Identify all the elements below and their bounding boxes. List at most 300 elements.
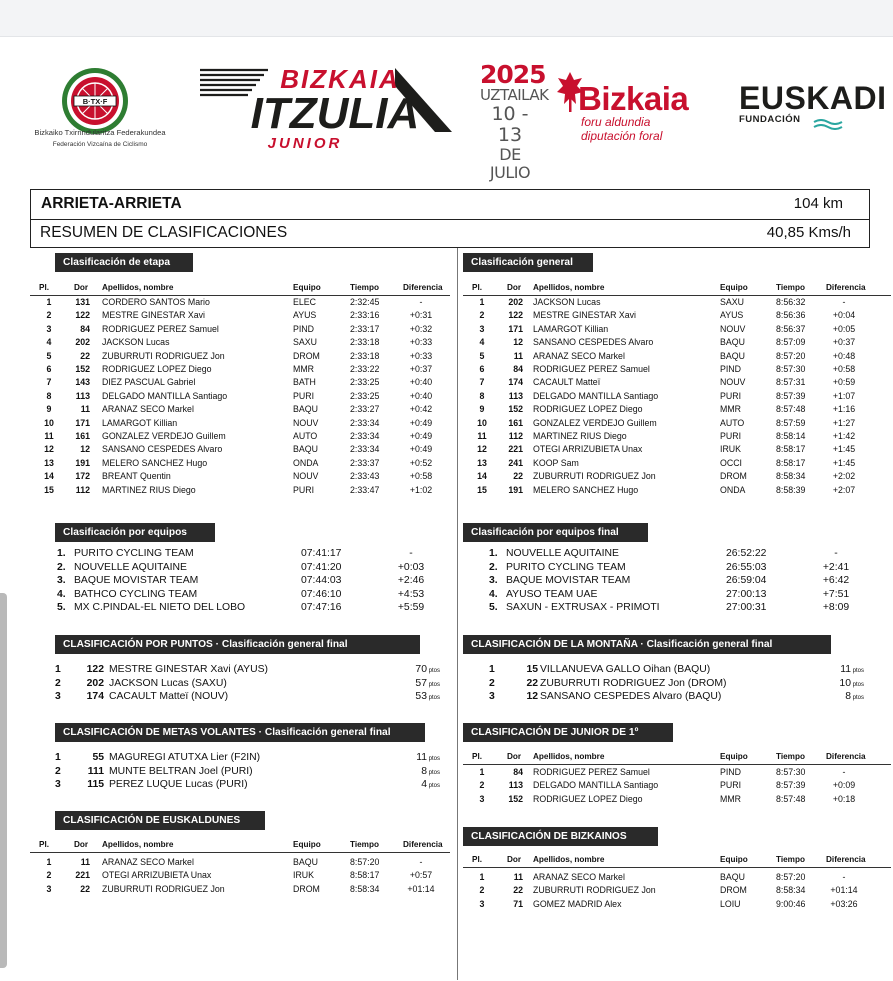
row-points: [804, 690, 864, 706]
event-year: 2025: [480, 60, 546, 89]
points-unit: ptos: [426, 695, 440, 702]
team-name: NOUVELLE AQUITAINE: [506, 548, 619, 559]
header-divider: [463, 867, 891, 868]
row-team: AUTO: [720, 417, 745, 428]
row-position: 4: [46, 337, 52, 348]
row-bib: 11: [80, 857, 90, 867]
row-bib: 174: [508, 377, 523, 388]
row-bib: 113: [508, 780, 523, 791]
row-diff: +0:05: [832, 323, 856, 334]
team-time: 07:44:03: [301, 575, 342, 587]
row-rider-name: ZUBURRUTI RODRIGUEZ Jon: [533, 471, 656, 482]
row-bib: 241: [508, 457, 523, 468]
section-title: CLASIFICACIÓN DE EUSKALDUNES: [55, 811, 265, 830]
row-rider-name: ZUBURRUTI RODRIGUEZ Jon: [102, 883, 225, 894]
row-bib: 12: [80, 444, 90, 455]
row-diff: +01:14: [407, 883, 435, 894]
row-team: NOUV: [720, 377, 746, 388]
row-position: 1: [46, 857, 52, 867]
row-team: PURI: [293, 390, 315, 401]
points-value: 57: [415, 677, 427, 689]
summary-title: RESUMEN DE CLASIFICACIONES: [40, 224, 288, 241]
event-dates: [480, 60, 549, 182]
row-rider-name: RODRIGUEZ LOPEZ Diego: [102, 364, 212, 374]
row-position: 2: [479, 885, 485, 896]
row-position: 15: [44, 484, 54, 495]
team-name: BAQUE MOVISTAR TEAM: [506, 575, 631, 587]
row-bib: 191: [75, 457, 90, 468]
team-name: AYUSO TEAM UAE: [506, 588, 598, 600]
row-rider-team: ZUBURRUTI RODRIGUEZ Jon (DROM): [540, 677, 727, 689]
team-name: NOUVELLE AQUITAINE: [74, 561, 187, 573]
team-diff: -: [834, 548, 838, 559]
row-position: 11: [477, 431, 487, 441]
row-bib: 143: [75, 377, 90, 388]
row-time: 8:57:59: [776, 417, 806, 428]
row-bib: 11: [513, 872, 523, 882]
row-bib: 202: [508, 297, 523, 307]
row-diff: +0:40: [409, 390, 433, 401]
row-diff: +1:16: [832, 404, 856, 415]
column-header-dor: Dor: [74, 283, 89, 292]
average-speed: 40,85 Kms/h: [766, 224, 851, 241]
team-position: 1.: [57, 548, 66, 559]
row-rider-name: MELERO SANCHEZ Hugo: [533, 484, 639, 495]
row-position: 3: [479, 793, 485, 804]
row-rider-name: ZUBURRUTI RODRIGUEZ Jon: [102, 350, 225, 361]
row-bib: 122: [508, 310, 523, 321]
team-diff: +2:41: [822, 561, 850, 573]
column-header-name: Apellidos, nombre: [533, 283, 605, 292]
row-diff: +1:02: [409, 484, 433, 495]
row-time: 8:58:34: [776, 885, 806, 896]
row-rider-name: GONZALEZ VERDEJO Guillem: [533, 417, 657, 428]
row-diff: +0:31: [409, 310, 433, 321]
row-rider-name: SANSANO CESPEDES Alvaro: [102, 444, 223, 455]
row-rider-name: BREANT Quentin: [102, 471, 171, 482]
bizkaia-sub-es: diputación foral: [581, 129, 663, 143]
column-header-team: Equipo: [720, 855, 748, 864]
row-team: PURI: [720, 431, 742, 441]
row-position: 10: [477, 417, 487, 428]
row-points: [380, 778, 440, 794]
row-diff: -: [419, 297, 423, 307]
bizkaia-logo-word: Bizkaia: [578, 80, 689, 117]
points-unit: ptos: [426, 681, 440, 688]
row-team: PURI: [720, 780, 742, 791]
row-rider-name: RODRIGUEZ LOPEZ Diego: [533, 793, 643, 804]
row-diff: +1:27: [832, 417, 856, 428]
team-time: 07:41:17: [301, 548, 342, 559]
row-rider-name: RODRIGUEZ PEREZ Samuel: [533, 364, 650, 374]
row-points: [380, 690, 440, 706]
row-rider-name: OTEGI ARRIZUBIETA Unax: [533, 444, 643, 455]
row-rider-name: ARANAZ SECO Markel: [533, 872, 625, 882]
row-bib: 202: [75, 337, 90, 348]
row-position: 3: [489, 691, 495, 703]
column-header-team: Equipo: [293, 283, 321, 292]
section-title: CLASIFICACIÓN DE JUNIOR DE 1º: [463, 723, 673, 742]
section-title: CLASIFICACIÓN DE METAS VOLANTES · Clasificación general final: [55, 723, 425, 742]
row-position: 4: [479, 337, 485, 348]
team-position: 5.: [57, 602, 66, 614]
row-position: 9: [46, 404, 52, 415]
row-bib: 22: [80, 883, 90, 894]
row-position: 8: [479, 390, 485, 401]
column-header-team: Equipo: [720, 752, 748, 761]
row-bib: 171: [508, 323, 523, 334]
team-name: SAXUN - EXTRUSAX - PRIMOTI: [506, 602, 660, 614]
team-time: 27:00:31: [726, 602, 767, 614]
points-unit: ptos: [426, 668, 440, 674]
row-diff: +0:49: [409, 431, 433, 441]
row-rider-name: GOMEZ MADRID Alex: [533, 898, 622, 909]
browser-top-bar: [0, 0, 893, 37]
column-header-diff: Diferencia: [403, 840, 443, 849]
row-bib: 22: [513, 471, 523, 482]
column-header-name: Apellidos, nombre: [102, 840, 174, 849]
row-bib: 122: [75, 310, 90, 321]
column-header-name: Apellidos, nombre: [102, 283, 174, 292]
row-team: DROM: [720, 471, 747, 482]
row-time: 2:33:34: [350, 431, 380, 441]
row-team: DROM: [720, 885, 747, 896]
row-rider-name: RODRIGUEZ PEREZ Samuel: [102, 323, 219, 334]
row-time: 8:58:17: [776, 457, 806, 468]
section-title: CLASIFICACIÓN DE LA MONTAÑA · Clasificación general final: [463, 635, 831, 654]
row-position: 2: [46, 310, 52, 321]
column-header-pl: Pl.: [472, 752, 483, 761]
row-position: 12: [44, 444, 54, 455]
row-position: 8: [46, 390, 52, 401]
row-diff: +0:58: [409, 471, 433, 482]
row-team: DROM: [293, 883, 320, 894]
row-time: 2:33:17: [350, 323, 380, 334]
row-team: ONDA: [293, 457, 319, 468]
btxf-caption-es: Federación Vizcaína de Ciclismo: [52, 141, 148, 148]
row-time: 2:33:16: [350, 310, 380, 321]
row-team: LOIU: [720, 898, 741, 909]
row-team: SAXU: [293, 337, 317, 348]
points-value: 11: [840, 664, 851, 675]
row-rider-team: CACAULT Matteï (NOUV): [109, 691, 229, 703]
row-time: 2:33:25: [350, 377, 380, 388]
points-unit: ptos: [850, 681, 864, 688]
row-rider-team: PEREZ LUQUE Lucas (PURI): [109, 779, 248, 791]
row-time: 2:33:22: [350, 364, 380, 374]
column-header-dor: Dor: [507, 855, 522, 864]
team-name: BATHCO CYCLING TEAM: [74, 588, 198, 600]
row-bib: 22: [80, 350, 90, 361]
row-bib: 11: [80, 404, 90, 415]
column-header-time: Tiempo: [350, 283, 379, 292]
row-team: PIND: [720, 364, 742, 374]
row-bib: 221: [508, 444, 523, 455]
row-bib: 22: [526, 677, 538, 689]
points-unit: ptos: [850, 668, 864, 674]
row-diff: +1:45: [832, 457, 856, 468]
team-diff: +8:09: [822, 602, 850, 614]
column-header-team: Equipo: [720, 283, 748, 292]
section-title: Clasificación por equipos: [55, 523, 215, 542]
header-divider: [463, 764, 891, 765]
row-position: 9: [479, 404, 485, 415]
scrollbar-handle[interactable]: [0, 593, 7, 968]
row-rider-team: JACKSON Lucas (SAXU): [109, 677, 227, 689]
row-rider-name: ARANAZ SECO Markel: [102, 857, 194, 867]
header-divider: [30, 852, 450, 853]
row-diff: +1:07: [832, 390, 856, 401]
row-diff: +0:04: [832, 310, 856, 321]
team-name: PURITO CYCLING TEAM: [506, 561, 626, 573]
row-position: 2: [489, 677, 495, 689]
row-diff: +0:37: [832, 337, 856, 348]
row-diff: +0:40: [409, 377, 433, 388]
column-header-dor: Dor: [507, 752, 522, 761]
column-header-time: Tiempo: [776, 283, 805, 292]
row-bib: 55: [92, 752, 104, 763]
row-diff: +0:32: [409, 323, 433, 334]
row-position: 12: [477, 444, 487, 455]
row-time: 8:57:20: [350, 857, 380, 867]
team-time: 27:00:13: [726, 588, 767, 600]
row-rider-name: OTEGI ARRIZUBIETA Unax: [102, 870, 212, 881]
row-position: 3: [46, 883, 52, 894]
row-team: AYUS: [293, 310, 317, 321]
euskadi-logo-word: EUSKADI: [739, 80, 887, 116]
row-position: 3: [479, 898, 485, 909]
row-rider-name: MESTRE GINESTAR Xavi: [533, 310, 636, 321]
row-diff: +1:42: [832, 431, 856, 441]
row-bib: 84: [513, 364, 523, 374]
row-time: 8:57:20: [776, 350, 806, 361]
btxf-logo-icon: [60, 66, 130, 136]
row-position: 2: [479, 780, 485, 791]
row-diff: +2:07: [832, 484, 856, 495]
points-value: 11: [416, 752, 427, 763]
row-time: 8:58:17: [350, 870, 380, 881]
row-team: BAQU: [293, 857, 318, 867]
row-position: 5: [46, 350, 52, 361]
section-title: CLASIFICACIÓN DE BIZKAINOS: [463, 827, 658, 846]
row-time: 8:58:34: [776, 471, 806, 482]
row-diff: +0:59: [832, 377, 856, 388]
points-unit: ptos: [426, 756, 440, 762]
row-diff: +1:45: [832, 444, 856, 455]
row-rider-name: JACKSON Lucas: [533, 297, 601, 307]
row-diff: +0:33: [409, 337, 433, 348]
row-rider-name: CACAULT Matteï: [533, 377, 601, 388]
column-header-time: Tiempo: [776, 752, 805, 761]
row-diff: +0:52: [409, 457, 433, 468]
row-bib: 12: [526, 691, 538, 703]
row-rider-name: SANSANO CESPEDES Alvaro: [533, 337, 654, 348]
row-rider-name: MARTINEZ RIUS Diego: [102, 484, 196, 495]
row-time: 8:58:14: [776, 431, 806, 441]
row-time: 8:57:30: [776, 364, 806, 374]
team-name: PURITO CYCLING TEAM: [74, 548, 194, 559]
team-time: 07:41:20: [301, 561, 342, 573]
column-header-diff: Diferencia: [826, 855, 866, 864]
row-time: 2:33:27: [350, 404, 380, 415]
row-bib: 191: [508, 484, 523, 495]
row-bib: 113: [508, 390, 523, 401]
points-unit: ptos: [426, 769, 440, 776]
points-value: 53: [415, 691, 427, 703]
column-header-diff: Diferencia: [403, 283, 443, 292]
points-value: 8: [845, 691, 851, 703]
team-diff: +4:53: [397, 588, 425, 600]
column-header-time: Tiempo: [776, 855, 805, 864]
row-time: 9:00:46: [776, 898, 806, 909]
row-position: 2: [55, 765, 61, 777]
itzulia-logo: [190, 62, 452, 152]
row-position: 3: [46, 323, 52, 334]
team-time: 26:59:04: [726, 575, 767, 587]
row-bib: 71: [513, 898, 523, 909]
row-time: 2:33:25: [350, 390, 380, 401]
stage-header: [30, 189, 870, 220]
row-time: 8:57:09: [776, 337, 806, 348]
column-header-pl: Pl.: [472, 283, 483, 292]
row-time: 2:33:37: [350, 457, 380, 468]
stage-distance: 104 km: [793, 195, 843, 212]
column-header-dor: Dor: [507, 283, 522, 292]
row-team: PIND: [720, 767, 742, 777]
row-diff: -: [842, 767, 846, 777]
row-rider-name: DELGADO MANTILLA Santiago: [533, 780, 659, 791]
row-time: 2:33:18: [350, 337, 380, 348]
row-team: ONDA: [720, 484, 746, 495]
row-team: BAQU: [720, 350, 745, 361]
column-header-diff: Diferencia: [826, 283, 866, 292]
row-rider-name: RODRIGUEZ LOPEZ Diego: [533, 404, 643, 415]
row-rider-name: ARANAZ SECO Markel: [533, 350, 625, 361]
column-header-diff: Diferencia: [826, 752, 866, 761]
row-time: 8:58:39: [776, 484, 806, 495]
row-team: IRUK: [293, 870, 315, 881]
team-time: 07:47:16: [301, 602, 342, 614]
team-name: MX C.PINDAL-EL NIETO DEL LOBO: [74, 602, 246, 614]
team-position: 2.: [489, 561, 498, 573]
row-team: NOUV: [720, 323, 746, 334]
row-rider-name: MESTRE GINESTAR Xavi: [102, 310, 205, 321]
row-diff: +0:09: [832, 780, 856, 791]
section-title: Clasificación por equipos final: [463, 523, 648, 542]
column-header-name: Apellidos, nombre: [533, 752, 605, 761]
team-diff: +5:59: [397, 602, 425, 614]
team-position: 4.: [57, 588, 66, 600]
btxf-caption-eu: Bizkaiko Txirrindularitza Federakundea: [34, 128, 166, 137]
row-time: 8:57:20: [776, 872, 806, 882]
row-position: 1: [55, 664, 61, 675]
row-position: 3: [55, 691, 61, 703]
row-time: 8:57:30: [776, 767, 806, 777]
row-diff: +03:26: [830, 898, 858, 909]
row-time: 2:32:45: [350, 297, 380, 307]
row-rider-name: GONZALEZ VERDEJO Guillem: [102, 431, 226, 441]
section-title: Clasificación general: [463, 253, 593, 272]
row-team: SAXU: [720, 297, 744, 307]
row-team: BAQU: [293, 444, 318, 455]
row-team: DROM: [293, 350, 320, 361]
team-position: 5.: [489, 602, 498, 614]
row-team: BAQU: [720, 337, 745, 348]
row-position: 15: [477, 484, 487, 495]
row-rider-name: DELGADO MANTILLA Santiago: [102, 390, 228, 401]
row-diff: +0:49: [409, 417, 433, 428]
column-header-time: Tiempo: [350, 840, 379, 849]
points-unit: ptos: [426, 783, 440, 790]
row-bib: 84: [80, 323, 90, 334]
row-position: 14: [44, 471, 54, 482]
team-position: 2.: [57, 561, 66, 573]
team-position: 4.: [489, 588, 498, 600]
row-time: 8:58:34: [350, 883, 380, 894]
row-position: 1: [55, 752, 61, 763]
row-time: 8:57:48: [776, 404, 806, 415]
row-time: 2:33:47: [350, 484, 380, 495]
row-diff: +2:02: [832, 471, 856, 482]
row-rider-team: MUNTE BELTRAN Joel (PURI): [109, 765, 253, 777]
row-bib: 221: [75, 870, 90, 881]
row-diff: +0:57: [409, 870, 433, 881]
column-header-dor: Dor: [74, 840, 89, 849]
team-time: 07:46:10: [301, 588, 342, 600]
row-position: 2: [55, 677, 61, 689]
row-position: 1: [46, 297, 52, 307]
row-bib: 113: [75, 390, 90, 401]
row-diff: -: [419, 857, 423, 867]
column-divider: [457, 248, 458, 980]
row-position: 3: [55, 779, 61, 791]
row-diff: -: [842, 297, 846, 307]
row-time: 2:33:18: [350, 350, 380, 361]
row-bib: 161: [508, 417, 523, 428]
row-team: PIND: [293, 323, 315, 334]
row-bib: 15: [526, 664, 538, 675]
row-diff: +0:18: [832, 793, 856, 804]
team-position: 3.: [57, 575, 66, 587]
row-rider-name: RODRIGUEZ PEREZ Samuel: [533, 767, 650, 777]
itzulia-line2: ITZULIA: [250, 89, 420, 138]
row-time: 8:56:32: [776, 297, 806, 307]
row-diff: +0:42: [409, 404, 433, 415]
team-diff: +7:51: [822, 588, 850, 600]
row-position: 1: [479, 767, 485, 777]
row-bib: 84: [513, 767, 523, 777]
row-team: AYUS: [720, 310, 744, 321]
row-rider-name: MARTINEZ RIUS Diego: [533, 431, 627, 441]
row-team: AUTO: [293, 431, 318, 441]
points-value: 10: [839, 677, 851, 689]
row-team: OCCI: [720, 457, 742, 468]
row-team: MMR: [720, 404, 742, 415]
row-diff: +0:37: [409, 364, 433, 374]
row-team: BAQU: [293, 404, 318, 415]
points-value: 8: [421, 765, 427, 777]
row-time: 8:56:37: [776, 323, 806, 334]
row-rider-name: DELGADO MANTILLA Santiago: [533, 390, 659, 401]
row-diff: +0:48: [832, 350, 856, 361]
row-rider-team: VILLANUEVA GALLO Oihan (BAQU): [540, 664, 711, 675]
row-team: IRUK: [720, 444, 742, 455]
row-bib: 174: [86, 691, 104, 703]
row-time: 8:57:39: [776, 390, 806, 401]
row-rider-team: MESTRE GINESTAR Xavi (AYUS): [109, 664, 268, 675]
row-time: 2:33:34: [350, 417, 380, 428]
row-bib: 172: [75, 471, 90, 482]
